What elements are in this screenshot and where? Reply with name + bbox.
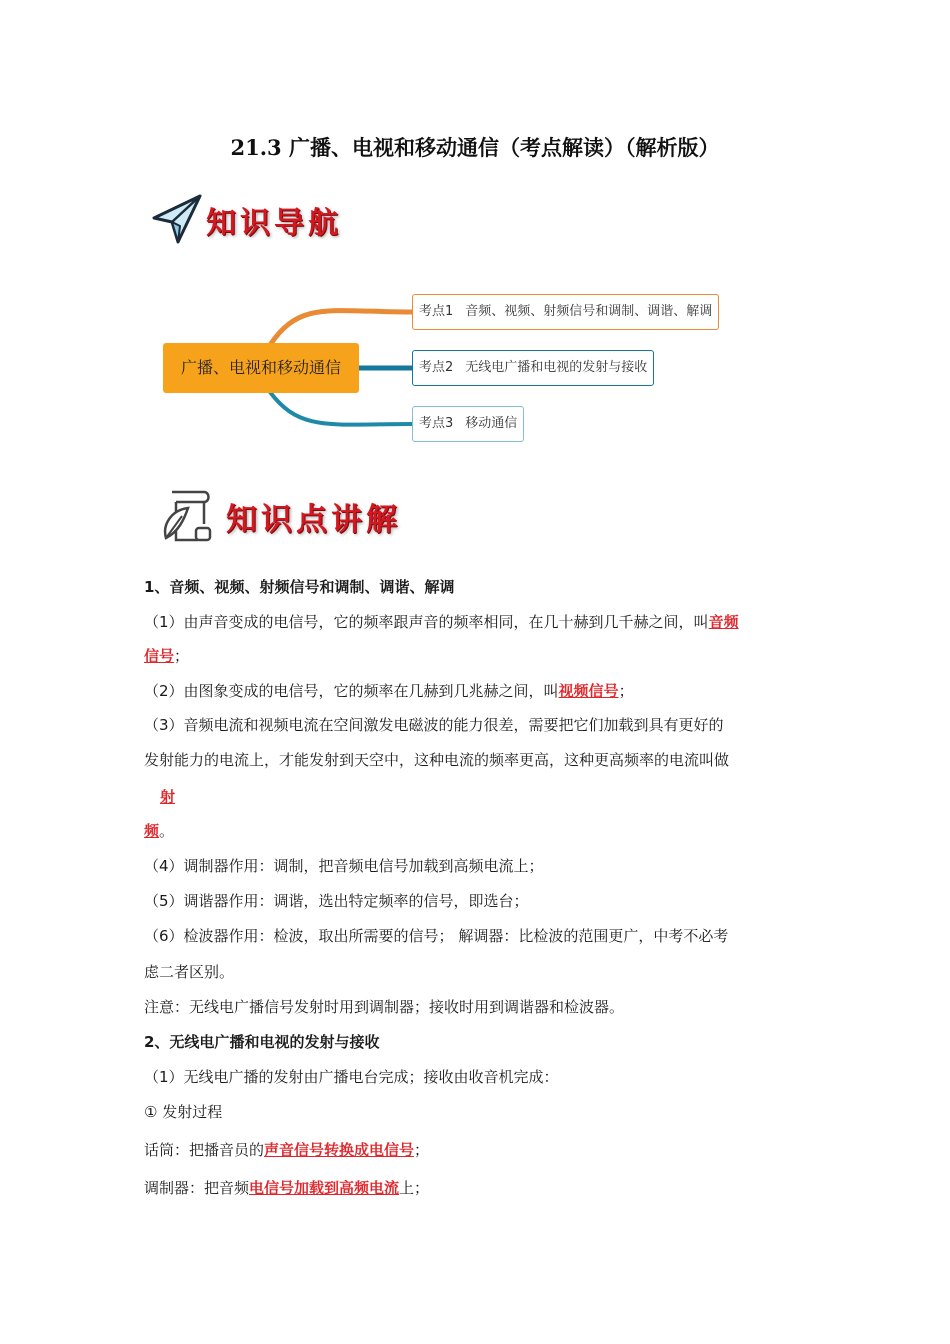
knowledge-explain-title: 知识点讲解 (226, 502, 401, 538)
text: ； (618, 682, 634, 700)
page-title: 21.3 广播、电视和移动通信（考点解读）（解析版） (230, 135, 720, 160)
mindmap-node-number: 考点1 (419, 304, 454, 319)
key-term: 视频信号 (558, 682, 619, 700)
key-term: 音频 (708, 613, 739, 631)
mindmap-node-label: 音频、视频、射频信号和调制、调谐、解调 (465, 304, 713, 319)
paragraph: （6）检波器作用：检波，取出所需要的信号； 解调器：比检波的范围更广，中考不必考 (144, 927, 729, 945)
text: （1）由声音变成的电信号，它的频率跟声音的频率相同，在几十赫到几千赫之间，叫 (144, 613, 709, 631)
key-term: 信号 (144, 647, 175, 665)
paragraph: （3）音频电流和视频电流在空间激发电磁波的能力很差，需要把它们加载到具有更好的 (144, 716, 724, 734)
note: 注意：无线电广播信号发射时用到调制器；接收时用到调谐器和检波器。 (144, 998, 625, 1016)
paragraph (144, 645, 189, 666)
paragraph: 虑二者区别。 (144, 963, 235, 981)
paragraph (144, 820, 174, 841)
key-term: 射 (160, 788, 176, 806)
scroll-quill-icon (152, 484, 218, 550)
mindmap-node-3 (412, 406, 524, 442)
knowledge-nav-title: 知识导航 (206, 206, 342, 241)
paragraph: （1）无线电广播的发射由广播电台完成；接收由收音机完成： (144, 1068, 559, 1086)
text: 调制器：把音频 (144, 1179, 250, 1197)
paragraph (144, 680, 634, 701)
paragraph (144, 1177, 429, 1198)
mindmap-node-number: 考点3 (419, 416, 454, 431)
paragraph: 发射能力的电流上，才能发射到天空中，这种电流的频率更高，这种更高频率的电流叫做 (144, 751, 730, 769)
paragraph: ① 发射过程 (144, 1103, 223, 1121)
mindmap-node-label: 移动通信 (465, 416, 518, 431)
key-term: 声音信号转换成电信号 (264, 1141, 415, 1159)
mindmap-node-label: 无线电广播和电视的发射与接收 (465, 360, 648, 375)
section1-heading: 1、音频、视频、射频信号和调制、调谐、解调 (144, 578, 455, 596)
section2-heading: 2、无线电广播和电视的发射与接收 (144, 1033, 380, 1051)
paragraph (160, 786, 175, 807)
branch-1 (270, 311, 413, 345)
branch-3 (270, 392, 413, 425)
mindmap-node-number: 考点2 (419, 360, 454, 375)
text: （2）由图象变成的电信号，它的频率在几赫到几兆赫之间，叫 (144, 682, 559, 700)
mindmap-center: 广播、电视和移动通信 (163, 343, 359, 393)
paragraph (144, 611, 739, 632)
text: ； (174, 647, 190, 665)
text: ； (414, 1141, 430, 1159)
mindmap-node-1 (412, 294, 719, 330)
paragraph: （5）调谐器作用：调谐，选出特定频率的信号，即选台； (144, 892, 529, 910)
mindmap-node-2 (412, 350, 654, 386)
paragraph (144, 1139, 429, 1160)
key-term: 频 (144, 822, 160, 840)
key-term: 电信号加载到高频电流 (249, 1179, 400, 1197)
text: 话筒：把播音员的 (144, 1141, 265, 1159)
text: 。 (159, 822, 175, 840)
paragraph: （4）调制器作用：调制，把音频电信号加载到高频电流上； (144, 857, 544, 875)
knowledge-explain-banner (152, 484, 432, 554)
text: 上； (399, 1179, 430, 1197)
